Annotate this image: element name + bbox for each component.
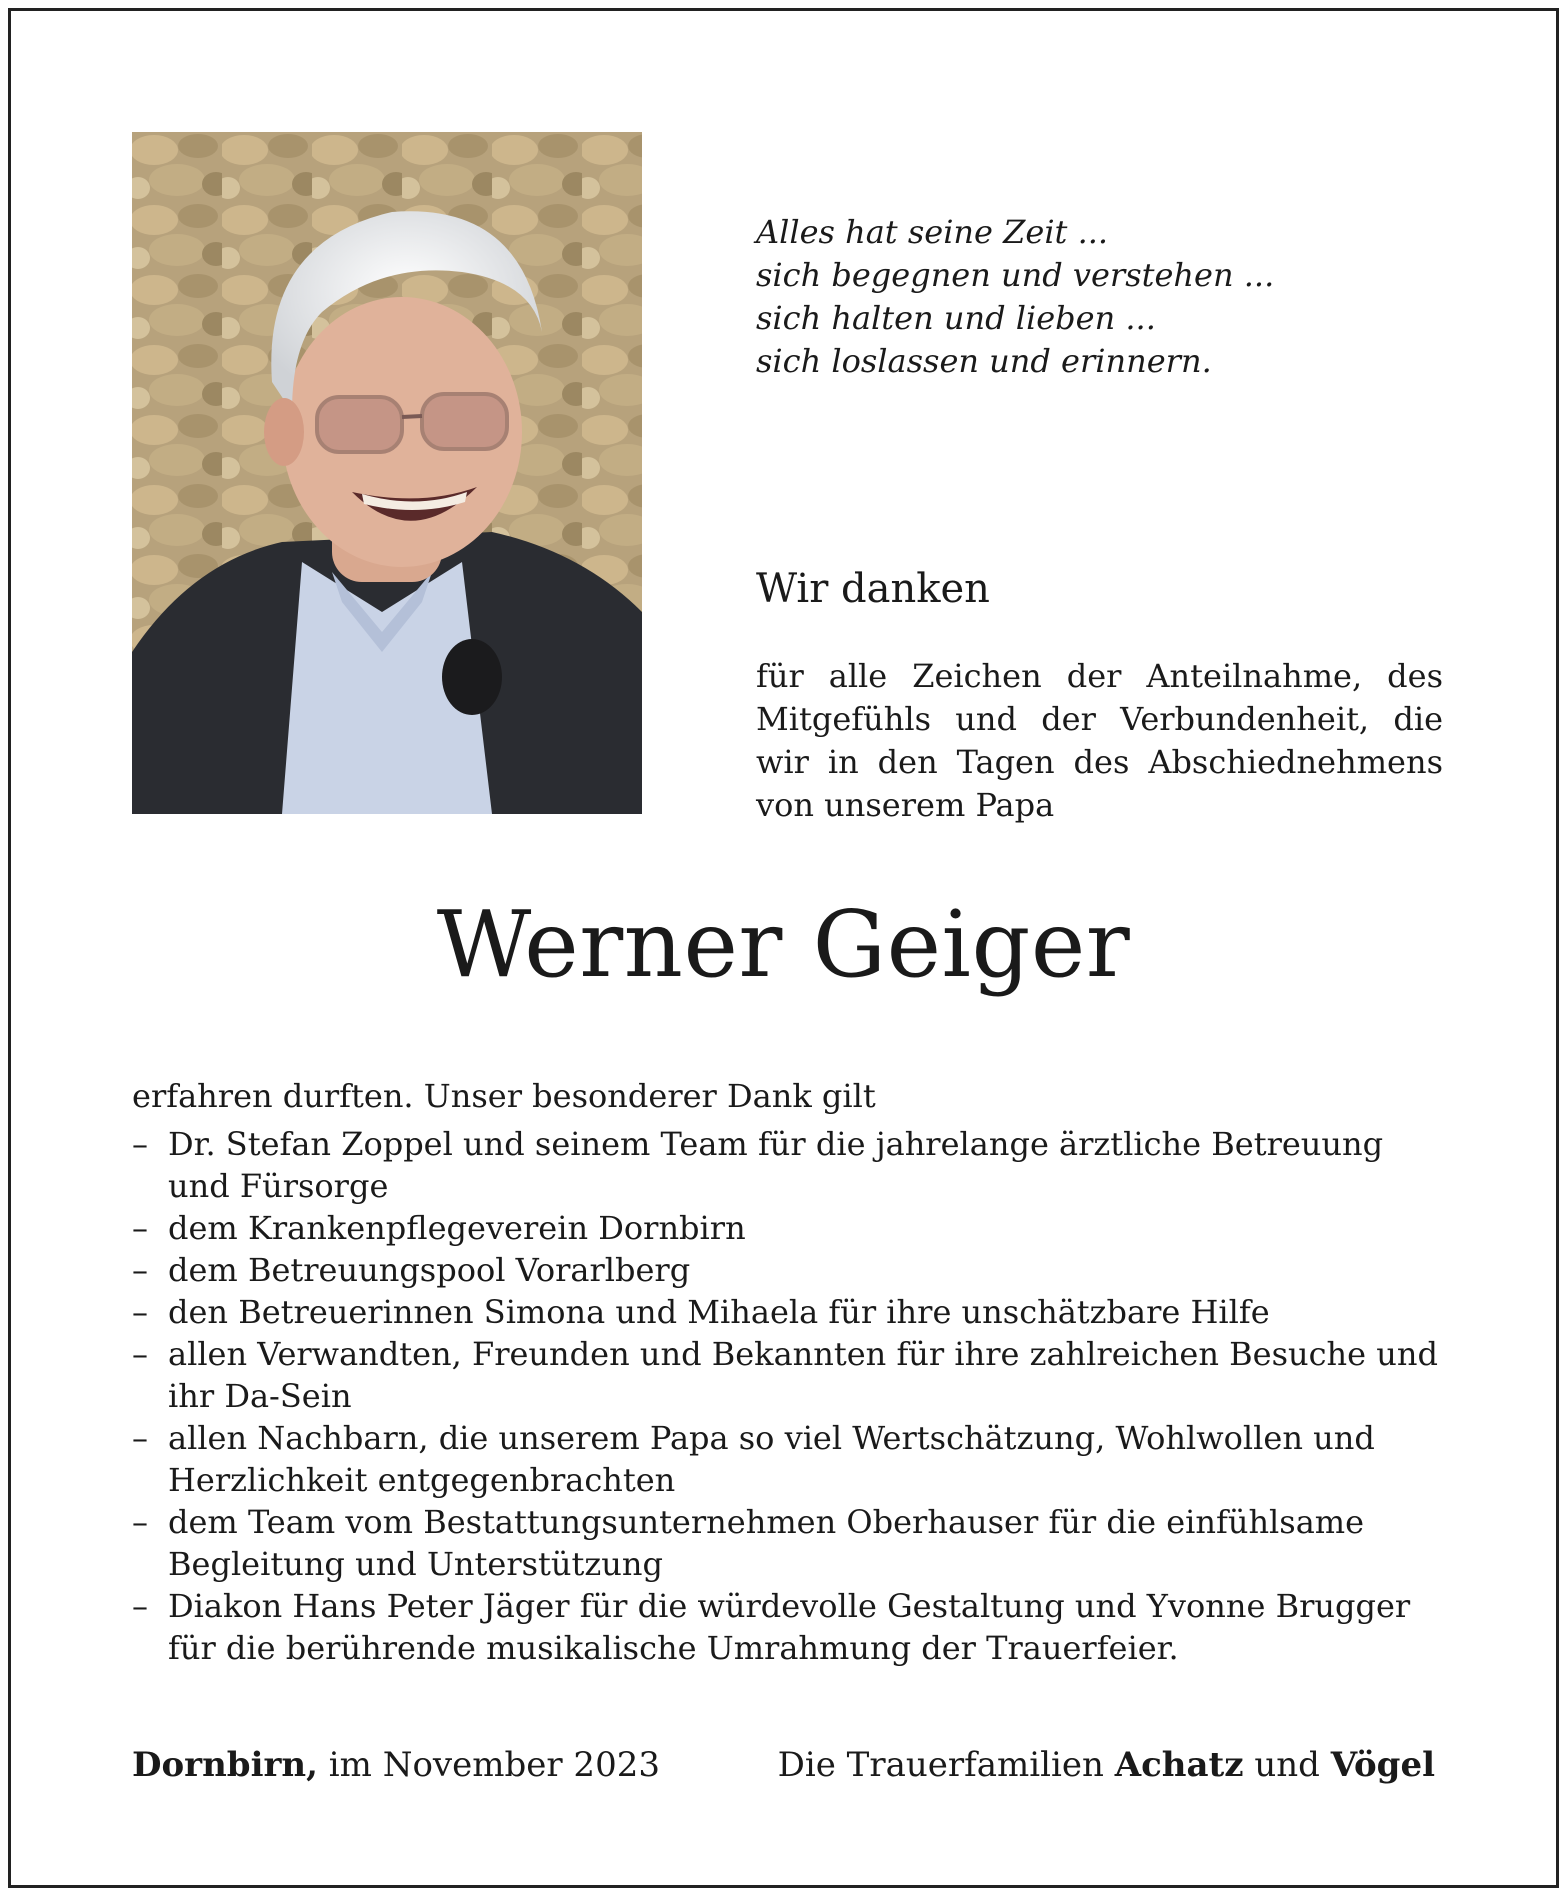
- dash-bullet: –: [132, 1209, 148, 1247]
- list-item: [132, 1333, 1447, 1417]
- portrait-icon: [132, 132, 642, 814]
- poem-line: Alles hat seine Zeit ...: [756, 213, 1109, 251]
- dash-bullet: –: [132, 1419, 148, 1457]
- footer-families: [778, 1745, 1435, 1785]
- dash-bullet: –: [132, 1251, 148, 1289]
- list-item-text: Dr. Stefan Zoppel und seinem Team für die jahrelange ärztliche Betreuung und Fürsorge: [168, 1125, 1384, 1205]
- list-item-text: dem Team vom Bestattungsunternehmen Oberhauser für die einfühlsame Begleitung und Unterstützung: [168, 1503, 1365, 1583]
- list-item-text: den Betreuerinnen Simona und Mihaela für ihre unschätzbare Hilfe: [168, 1293, 1270, 1331]
- obituary-card: [8, 8, 1559, 1888]
- list-item-text: allen Verwandten, Freunden und Bekannten für ihre zahlreichen Besuche und ihr Da-Sein: [168, 1335, 1438, 1415]
- list-item-text: Diakon Hans Peter Jäger für die würdevolle Gestaltung und Yvonne Brugger für die berührende musikalische Umrahmung der Trauerfeier.: [168, 1587, 1411, 1667]
- dash-bullet: –: [132, 1587, 148, 1625]
- list-item: [132, 1417, 1447, 1501]
- dash-bullet: –: [132, 1293, 148, 1331]
- intro-text: erfahren durften. Unser besonderer Dank gilt: [132, 1077, 876, 1115]
- poem-line: sich begegnen und verstehen ...: [756, 256, 1275, 294]
- list-item: [132, 1123, 1447, 1207]
- list-item-text: dem Krankenpflegeverein Dornbirn: [168, 1209, 746, 1247]
- families-and: und: [1243, 1745, 1331, 1785]
- poem: [756, 211, 1274, 383]
- family-name-1: Achatz: [1114, 1745, 1244, 1785]
- list-item: [132, 1291, 1447, 1333]
- thanks-line: wir in den Tagen des Abschiednehmens: [756, 743, 1443, 781]
- footer-date: im November 2023: [317, 1745, 660, 1785]
- deceased-name: Werner Geiger: [436, 891, 1131, 998]
- footer-place-date: [132, 1745, 660, 1785]
- list-item: [132, 1207, 1447, 1249]
- thanks-heading: Wir danken: [756, 566, 990, 612]
- dash-bullet: –: [132, 1335, 148, 1373]
- list-item: [132, 1501, 1447, 1585]
- thanks-line: für alle Zeichen der Anteilnahme, des: [756, 657, 1443, 695]
- dash-bullet: –: [132, 1503, 148, 1541]
- list-item: [132, 1585, 1447, 1669]
- thanks-line: Mitgefühls und der Verbundenheit, die: [756, 700, 1443, 738]
- list-item-text: allen Nachbarn, die unserem Papa so viel Wertschätzung, Wohlwollen und Herzlichkeit entgegenbrachten: [168, 1419, 1375, 1499]
- footer-place: Dornbirn,: [132, 1745, 318, 1785]
- list-item: [132, 1249, 1447, 1291]
- dash-bullet: –: [132, 1125, 148, 1163]
- thanks-list: [132, 1123, 1447, 1669]
- families-prefix: Die Trauerfamilien: [777, 1745, 1115, 1785]
- portrait-photo: [132, 132, 642, 814]
- family-name-2: Vögel: [1330, 1745, 1435, 1785]
- thanks-line: von unserem Papa: [756, 786, 1055, 824]
- poem-line: sich loslassen und erinnern.: [756, 342, 1212, 380]
- poem-line: sich halten und lieben ...: [756, 299, 1156, 337]
- list-item-text: dem Betreuungspool Vorarlberg: [168, 1251, 691, 1289]
- thanks-text: [756, 655, 1443, 827]
